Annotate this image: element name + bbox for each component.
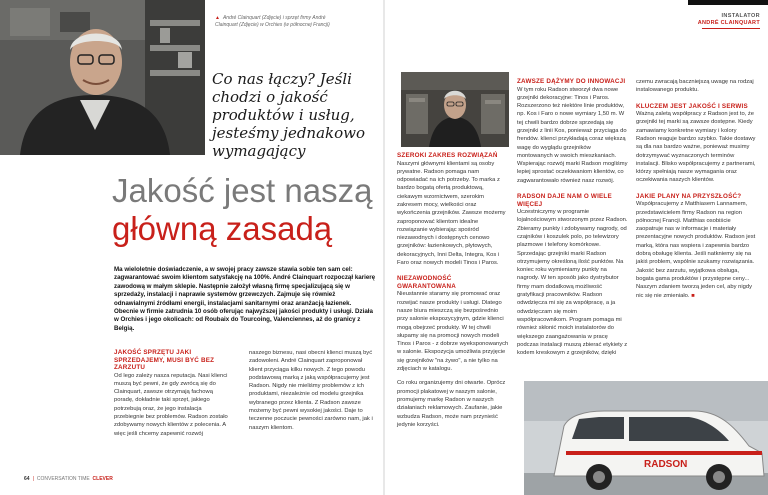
column-4-text-2: Uczestniczymy w programie lojalnościowym stworzonym przez Radson. Zbieramy punkty i zdobywamy nagrody, od czajników i koszulek polo, po telewizory plazmowe i telefony komórkowe. Sprzedając grzejniki marki Radson otrzymujemy określoną ilość punktów. Na koniec roku wymieniamy punkty na nagrody. W ten sposób jako dystrybutor firmy mam dodatkową możliwość gratyfikacji pracowników. Radson odwdzięcza mi się za współpracę, a ja odwdzięczam się moim współpracownikom. Program pomaga mi również skłonić moich instalatorów do większego zaangażowania w pracę podczas instalacji muszą zbierać etykiety z kodem kreskowym z grzejników, dzięki	[517, 209, 628, 357]
column-3-text-3: Co roku organizujemy dni otwarte. Oprócz promocji plakatowej w naszym salonie, promujemy markę Radson w naszych działaniach reklamowych. Zaufanie, jakie wzbudza Radson, może nam przynieść jedynie korzyści.	[397, 380, 506, 428]
footer-section: CONVERSATION TIME	[36, 476, 90, 482]
column-1	[114, 349, 232, 438]
photo-caption	[215, 15, 335, 28]
section-tag-label: INSTALATOR	[721, 13, 760, 19]
section-heading-innovation: ZAWSZE DĄŻYMY DO INNOWACJI	[517, 78, 626, 85]
column-3	[397, 152, 509, 429]
page-footer	[24, 476, 113, 482]
column-1-text: Od lego zależy nasza reputacja. Nasi klienci muszą być pewni, że gdy zwrócą się do Clainquart, zawsze otrzymają fachową poradę, dokładnie taki sprzęt, jakiego potrzebują oraz, że jego instalacja przebiegnie bez problemów. Radson zostało zdobywamy nowych klientów z polecenia. A więc jeśli chcemy zapewnić rozwój	[114, 372, 228, 437]
lead-paragraph: Ma wieloletnie doświadczenie, a w swojej pracy zawsze stawia sobie ten sam cel: zagwarantować swoim klientom satysfakcję na 100%. André Clainquart rozpoczął karierę zawodową w małym sklepie. Następnie założył własną firmę specjalizującą się w sprzedaży, instalacji i naprawie systemów grzewczych. Zajmuje się również odnawialnymi źródłami energii, instalacjami sanitarnymi oraz aranżacją łazienek. Obecnie w firmie zatrudnia 10 osób oferując najwyższej jakości produkty i usługi. Działa w Orchies i jego okolicach: od Roubaix do Tourcoing, Valenciennes, aż do granicy z Belgią.	[114, 266, 376, 332]
column-5-text-1: Ważną zaletą współpracy z Radson jest to, że grzejniki tej marki są zawsze dostępne. Kiedy zamawiamy konkretne wymiary i kolory Radson reaguje bardzo szybko. Takie dostawy są dla nas bardzo ważne, ponieważ musimy dotrzymywać wyznaczonych terminów instalacji. Blisko współpracujemy z partnerami, którzy spełniają nasze wymagania oraz oczekiwania naszych klientów.	[636, 111, 756, 184]
column-4-text-1: W tym roku Radson stworzył dwa nowe grzejniki dekoracyjne: Tinos i Paros. Rozszerzono też niektóre linie produktów, np. Kos i Faro o nowe wymiary 1,50 m. W tej chwili bardzo dobrze sprzedają się grzejniki z linii Kos, ponieważ przyciąga do frendów. klienci przykładają coraz większą wagę do wyglądu grzejników montowanych w swoich mieszkaniach. Wspierając rozwój marki Radson mogliśmy lepiej sprostać oczekiwaniom klientów, co zagwarantowało również nasz rozwój.	[517, 86, 628, 184]
column-3-text-2: Nieustannie staramy się promować oraz rozwijać nasze produkty i usługi. Dlatego nasze biura mieszczą się bezpośrednio przy salonie ekspozycyjnym, gdzie klienci mogą obejrzeć produkty. W tej chwili słupamy się na promocji nowych modeli Tinos i Paros - z dobrze wyeksponowanych w salonie. Ekspozycja umożliwia przyjęcie się grzejników "na żywo", a nie tylko na zdjęciach w katalogu.	[397, 291, 509, 373]
section-heading-equipment-quality: JAKOŚĆ SPRZĘTU JAKI SPRZEDAJEMY, MUSI BYĆ BEZ ZARZUTU	[114, 349, 215, 371]
column-5	[636, 78, 756, 300]
section-tag-name: ANDRÉ CLAINQUART	[697, 20, 760, 26]
installer-portrait-image	[0, 0, 205, 155]
company-van-image	[524, 381, 768, 495]
column-2-text: naszego biznesu, nasi obecni klienci muszą być zadowoleni. André Clainquart zaproponował klient przyciąga kilku nowych. Z tego powodu podstawową marką z jaką współpracujemy jest Radson. Nigdy nie mieliśmy problemów z ich produktami, niezależnie od modelu grzejnika wybranego przez klienta. Z Radson zawsze możemy być pewni wysokiej jakości. Daje to teczenne poczucie pewności zarówno nam, jak i naszym klientom.	[249, 350, 373, 431]
company-van-photo	[524, 381, 768, 495]
caption-text: André Clainquart (Zdjęcie) i sprzęt firmy André Clainquart (Zdjęcie) w Orchies (w północnej Francji)	[215, 15, 330, 28]
column-5-text-2-body: Współpracujemy z Matthiasem Lannamem, przedstawicielem firmy Radson na region północnej Francji. Matthias osobiście zaopatruje nas w informacje i materiały prezentacyjne nowych produktów. Radson jest marką, która nas wspiera i zapewnia bardzo dobrą obsługę klienta. Jeśli natkniemy się na jakiś problem, wspólnie szukamy rozwiązania. Jakość bez zarzutu, wyjątkowa obsługa, bogata gama produktów i przystępne ceny... Naszym zdaniem tworzą jeden cel, aby nigdy nic się nie zmieniało.	[636, 201, 756, 299]
page-number: 64	[24, 476, 30, 482]
end-of-article-mark: ■	[691, 292, 695, 299]
caption-marker-icon: ▲	[215, 15, 220, 21]
footer-separator: |	[32, 476, 34, 482]
section-heading-reliability: NIEZAWODNOŚĆ GWARANTOWANA	[397, 275, 456, 290]
footer-brand: CLEVER	[92, 476, 113, 482]
column-5-text-0: czemu zwracają baczniejszą uwagę na rodzaj instalowanego produktu.	[636, 79, 754, 94]
section-heading-radson-more: RADSON DAJE NAM O WIELE WIĘCEJ	[517, 193, 612, 208]
column-3-text-1: Naszymi głównymi klientami są osoby prywatne. Radson pomaga nam odpowiadać na ich potrzeby. To marka z bardzo bogatą ofertą produktową, ciekawym wzornictwem, szerokim zakresem mocy, wielkości oraz wykończenia grzejników. Zawsze możemy zaproponować klientom idealne rozwiązanie wybierając spośród niezawodnych i dostępnych cenowo grzejników: łazienkowych, płytowych, dekoracyjnych, Inni Delta, Integra, Kos i Faro oraz nowych modeli Tinos i Paros.	[397, 160, 506, 267]
column-2	[249, 349, 374, 432]
section-heading-future-plans: JAKIE PLANY NA PRZYSZŁOŚĆ?	[636, 192, 742, 200]
installer-portrait-photo	[0, 0, 205, 155]
section-tag-underline	[702, 28, 760, 29]
van-brand-text: RADSON	[644, 459, 688, 470]
showroom-photo	[401, 72, 509, 147]
column-5-text-2	[636, 200, 756, 300]
showroom-image	[401, 72, 509, 147]
article-headline	[112, 172, 372, 248]
section-heading-quality-service: KLUCZEM JEST JAKOŚĆ I SERWIS	[636, 102, 748, 110]
pull-quote: Co nas łączy? Jeśli chodzi o jakość produktów i usług, jesteśmy jednakowo wymagający	[212, 70, 366, 160]
column-4	[517, 78, 628, 357]
top-corner-bar	[688, 0, 768, 5]
section-heading-wide-range: SZEROKI ZAKRES ROZWIĄZAŃ	[397, 152, 498, 159]
headline-line-1: Jakość jest naszą	[112, 172, 373, 209]
page-spine	[383, 0, 385, 495]
headline-line-2: główną zasadą	[112, 210, 333, 247]
section-tag	[660, 13, 760, 27]
